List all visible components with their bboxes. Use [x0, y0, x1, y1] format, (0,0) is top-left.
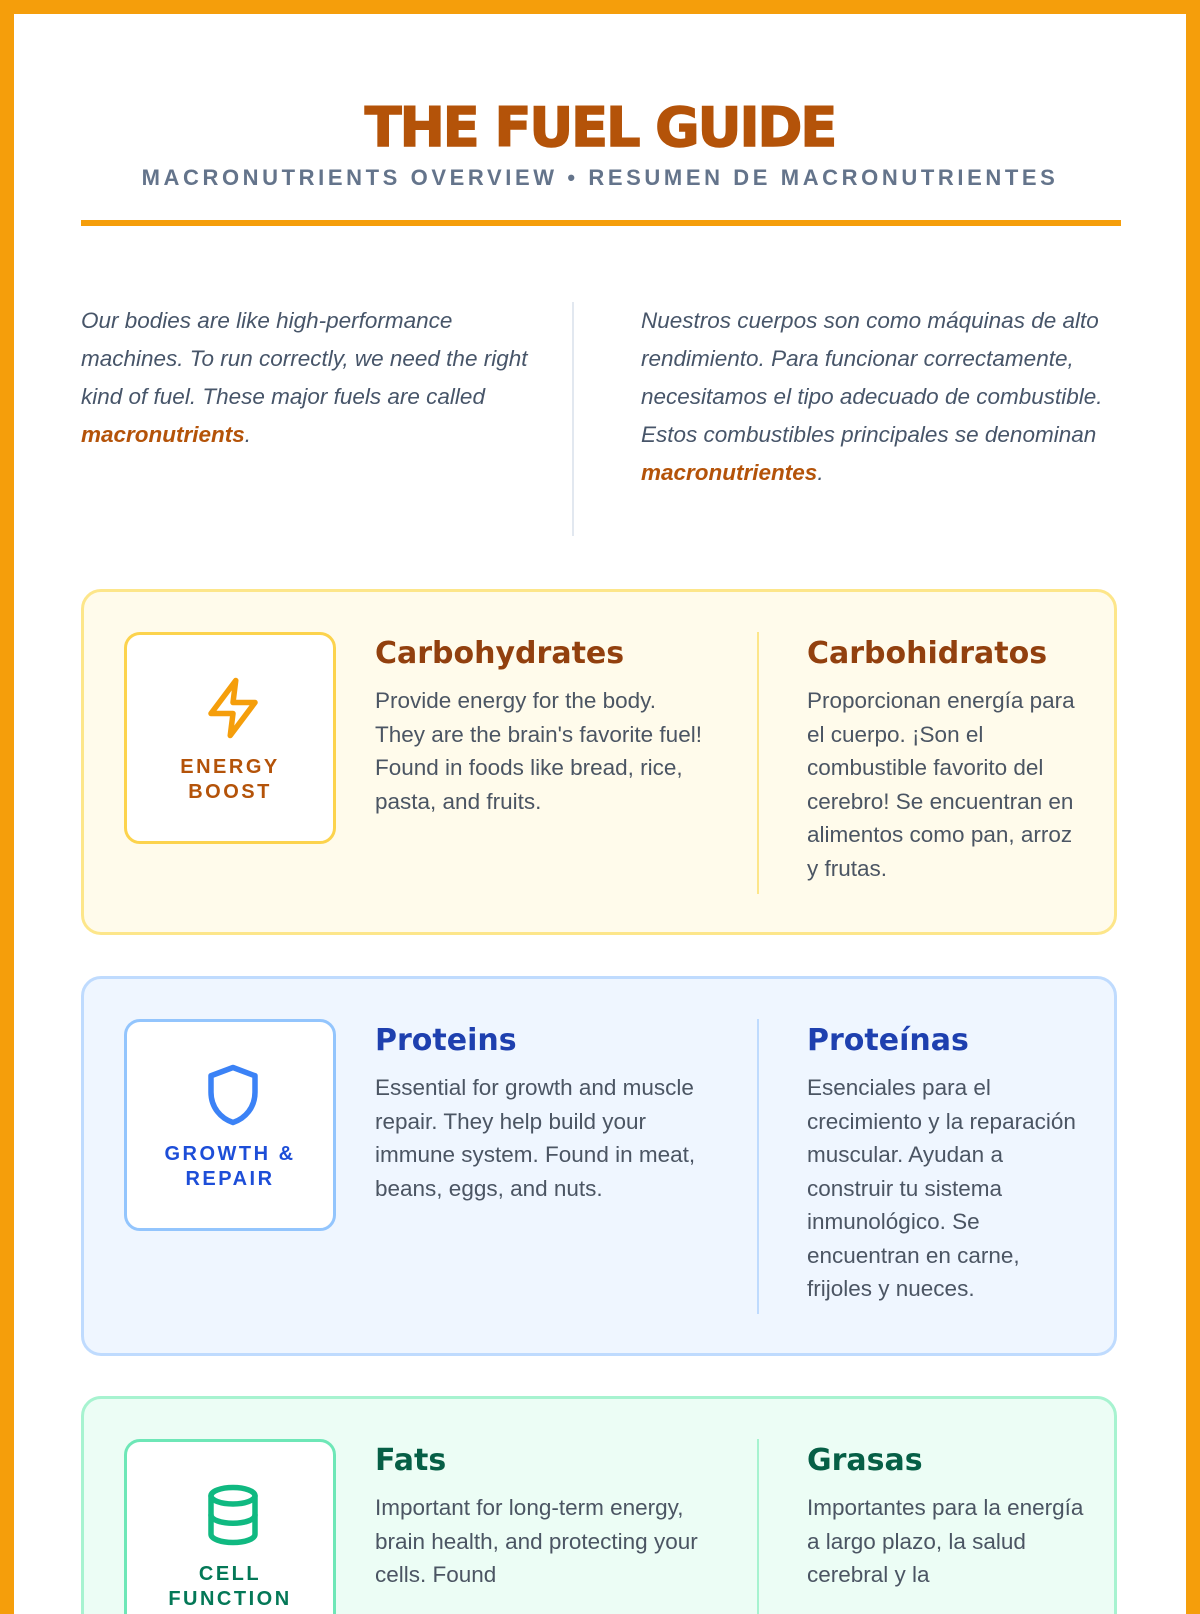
intro-spanish — [641, 302, 1111, 492]
fats-spanish-column — [807, 1439, 1087, 1592]
intro-en-text: Our bodies are like high-performance machines. To run correctly, we need the right kind of fuel. These major fuels are called — [81, 308, 528, 409]
carbs-english-column — [375, 632, 705, 818]
shield-icon — [200, 1062, 266, 1128]
lightning-bolt-icon — [200, 675, 266, 741]
badge-label — [127, 755, 333, 805]
proteins-body-en: Essential for growth and muscle repair. They help build your immune system. Found in meat, beans, eggs, and nuts. — [375, 1075, 696, 1201]
cell-function-badge — [124, 1439, 336, 1614]
badge-label-line2: BOOST — [188, 781, 272, 803]
fats-english-column — [375, 1439, 705, 1592]
carbs-spanish-column — [807, 632, 1087, 885]
badge-label — [127, 1142, 333, 1192]
intro-en-highlight: macronutrients — [81, 422, 245, 447]
column-divider — [757, 1019, 759, 1314]
carbohydrates-card — [81, 589, 1117, 935]
fats-title-es: Grasas — [807, 1443, 923, 1478]
guide-page — [14, 14, 1186, 1614]
column-divider — [757, 1439, 759, 1614]
carbs-title-es: Carbohidratos — [807, 636, 1048, 671]
fats-body-en: Important for long-term energy, brain health, and protecting your cells. Found — [375, 1495, 698, 1587]
intro-divider — [572, 302, 574, 536]
carbs-body-es: Proporcionan energía para el cuerpo. ¡Son el combustible favorito del cerebro! Se encuentran en alimentos como pan, arroz y frutas. — [807, 688, 1075, 881]
fats-card — [81, 1396, 1117, 1614]
badge-label-line1: ENERGY — [180, 756, 280, 778]
proteins-english-column — [375, 1019, 705, 1205]
proteins-title-en: Proteins — [375, 1023, 517, 1058]
badge-label-line2: FUNCTION — [168, 1588, 292, 1610]
badge-label-line1: GROWTH & — [164, 1143, 296, 1165]
badge-label-line1: CELL — [198, 1563, 262, 1585]
column-divider — [757, 632, 759, 894]
energy-boost-badge — [124, 632, 336, 844]
growth-repair-badge — [124, 1019, 336, 1231]
database-cylinder-icon — [200, 1482, 266, 1548]
proteins-spanish-column — [807, 1019, 1087, 1306]
fats-body-es: Importantes para la energía a largo plazo, la salud cerebral y la — [807, 1495, 1084, 1587]
intro-es-text: Nuestros cuerpos son como máquinas de alto rendimiento. Para funcionar correctamente, necesitamos el tipo adecuado de combustible. Estos combustibles principales se denominan — [641, 308, 1103, 447]
fats-title-en: Fats — [375, 1443, 447, 1478]
page-subtitle: MACRONUTRIENTS OVERVIEW • RESUMEN DE MACRONUTRIENTES — [141, 165, 1059, 190]
proteins-card — [81, 976, 1117, 1356]
intro-en-end: . — [244, 422, 252, 447]
badge-label-line2: REPAIR — [185, 1168, 275, 1190]
intro-english — [81, 302, 533, 454]
page-title: THE FUEL GUIDE — [364, 96, 836, 159]
badge-label — [127, 1562, 333, 1612]
header-divider — [81, 220, 1121, 226]
intro-es-highlight: macronutrientes — [641, 460, 818, 485]
proteins-body-es: Esenciales para el crecimiento y la reparación muscular. Ayudan a construir tu sistema inmunológico. Se encuentran en carne, frijoles y nueces. — [807, 1075, 1076, 1301]
proteins-title-es: Proteínas — [807, 1023, 969, 1058]
carbs-body-en: Provide energy for the body. They are the brain's favorite fuel! Found in foods like bread, rice, pasta, and fruits. — [375, 688, 702, 814]
intro-es-end: . — [817, 460, 824, 485]
carbs-title-en: Carbohydrates — [375, 636, 625, 671]
